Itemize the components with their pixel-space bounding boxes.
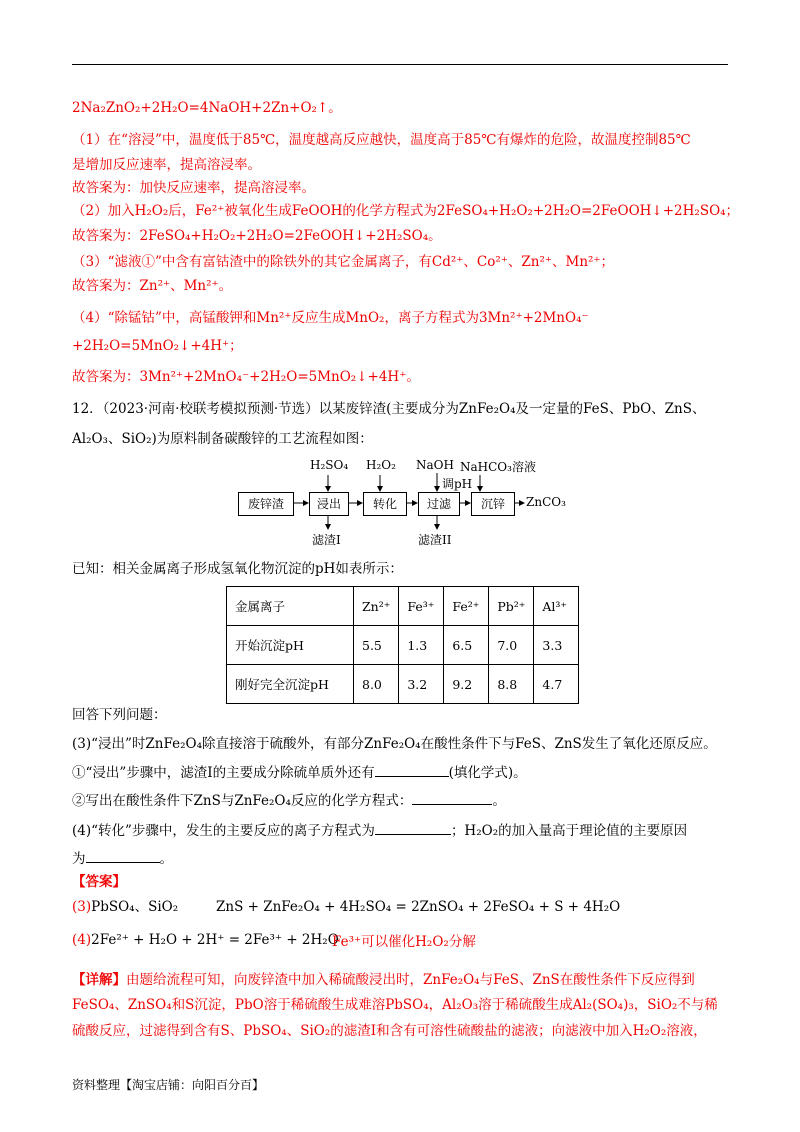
table-cell: Fe²⁺	[444, 587, 489, 626]
text-line	[72, 848, 173, 869]
flow-box-precipitate: 沉锌	[471, 492, 515, 516]
answer-line	[72, 897, 178, 917]
text-line: （1）在“溶浸”中，温度低于85℃，温度越高反应越快，温度高于85℃有爆炸的危险，故温度控制85℃	[72, 132, 691, 148]
table-cell: 8.0	[354, 665, 399, 704]
table-cell: Zn²⁺	[354, 587, 399, 626]
text-span: ①“浸出”步骤中，滤渣I的主要成分除硫单质外还有	[72, 765, 375, 781]
table-row	[227, 665, 579, 704]
table-cell: 4.7	[534, 665, 579, 704]
text-line: 是增加反应速率，提高溶浸率。	[72, 157, 261, 173]
text-span: (填化学式)。	[448, 765, 527, 781]
answer-blank[interactable]	[86, 848, 160, 863]
table-cell: 8.8	[489, 665, 534, 704]
text-line: +2H₂O=5MnO₂↓+4H⁺；	[72, 338, 243, 354]
text-span: (4)“转化”步骤中，发生的主要反应的离子方程式为	[72, 823, 375, 839]
table-cell: 1.3	[399, 626, 444, 665]
table-cell: 金属离子	[227, 587, 354, 626]
text-span: ；H₂O₂的加入量高于理论值的主要原因	[450, 823, 688, 839]
text-line: 故答案为：3Mn²⁺+2MnO₄⁻+2H₂O=5MnO₂↓+4H⁺。	[72, 369, 420, 385]
text-span: 为	[72, 851, 86, 867]
flow-box-convert: 转化	[363, 492, 407, 516]
text-line: 已知：相关金属离子形成氢氧化物沉淀的pH如表所示：	[72, 561, 403, 577]
text-line: （4）“除锰钴”中，高锰酸钾和Mn²⁺反应生成MnO₂，离子方程式为3Mn²⁺+2MnO₄⁻	[72, 310, 589, 326]
detail-line	[72, 970, 695, 990]
text-span: 。	[492, 793, 506, 809]
text-line: (3)“浸出”时ZnFe₂O₄除直接溶于硫酸外，有部分ZnFe₂O₄在酸性条件下与FeS、ZnS发生了氧化还原反应。	[72, 736, 717, 752]
flow-adjust-ph: 调pH	[442, 477, 473, 491]
flow-reagent: H₂SO₄	[310, 458, 349, 472]
table-cell: 5.5	[354, 626, 399, 665]
flow-residue: 滤渣I	[312, 533, 341, 547]
table-row	[227, 626, 579, 665]
text-line: 2Na₂ZnO₂+2H₂O=4NaOH+2Zn+O₂↑。	[72, 100, 342, 116]
text-line	[72, 762, 527, 783]
flow-reagent: NaOH	[416, 458, 454, 472]
text-span: 由题给流程可知，向废锌渣中加入稀硫酸浸出时，ZnFe₂O₄与FeS、ZnS在酸性条件下反应得到	[126, 972, 695, 988]
text-span: 。	[159, 851, 173, 867]
text-line	[72, 820, 687, 841]
table-cell: 3.2	[399, 665, 444, 704]
flow-residue: 滤渣II	[418, 533, 452, 547]
table-cell: Al³⁺	[534, 587, 579, 626]
detail-heading: 【详解】	[72, 972, 126, 988]
flow-reagent: NaHCO₃溶液	[460, 460, 536, 474]
detail-line: FeSO₄、ZnSO₄和S沉淀，PbO溶于稀硫酸生成难溶PbSO₄，Al₂O₃溶于稀硫酸生成Al₂(SO₄)₃，SiO₂不与稀	[72, 997, 718, 1013]
text-span: ②写出在酸性条件下ZnS与ZnFe₂O₄反应的化学方程式：	[72, 793, 413, 809]
text-line: （3）“滤液①”中含有富钴渣中的除铁外的其它金属离子，有Cd²⁺、Co²⁺、Zn²⁺、Mn²⁺；	[72, 254, 615, 270]
table-cell: 开始沉淀pH	[227, 626, 354, 665]
text-span: (3)	[72, 899, 92, 915]
answer-note: Fe³⁺可以催化H₂O₂分解	[332, 934, 476, 950]
table-cell: 3.3	[534, 626, 579, 665]
answer-equation: ZnS + ZnFe₂O₄ + 4H₂SO₄ = 2ZnSO₄ + 2FeSO₄ + S + 4H₂O	[216, 899, 621, 915]
text-line: 故答案为：2FeSO₄+H₂O₂+2H₂O=2FeOOH↓+2H₂SO₄。	[72, 228, 442, 244]
table-cell: 刚好完全沉淀pH	[227, 665, 354, 704]
text-span: 2Fe²⁺ + H₂O + 2H⁺ = 2Fe³⁺ + 2H₂O	[91, 932, 339, 948]
text-line: （2）加入H₂O₂后，Fe²⁺被氧化生成FeOOH的化学方程式为2FeSO₄+H₂O₂+2H₂O=2FeOOH↓+2H₂SO₄；	[72, 203, 740, 219]
answer-heading: 【答案】	[72, 874, 126, 890]
flow-box-leach: 浸出	[309, 492, 349, 516]
table-header-row	[227, 587, 579, 626]
process-flow-diagram	[230, 455, 590, 555]
text-line: Al₂O₃、SiO₂)为原料制备碳酸锌的工艺流程如图：	[72, 431, 373, 447]
answer-blank[interactable]	[412, 790, 492, 805]
page-footer: 资料整理【淘宝店铺：向阳百分百】	[72, 1078, 265, 1092]
answer-line	[72, 930, 339, 950]
answer-blank[interactable]	[375, 820, 451, 835]
table-cell: 9.2	[444, 665, 489, 704]
flow-reagent: H₂O₂	[366, 458, 396, 472]
question-title: 12．（2023·河南·校联考模拟预测·节选）以某废锌渣(主要成分为ZnFe₂O₄及一定量的FeS、PbO、ZnS、	[72, 401, 706, 417]
header-rule	[72, 64, 728, 65]
text-line: 故答案为：Zn²⁺、Mn²⁺。	[72, 278, 233, 294]
table-cell: 6.5	[444, 626, 489, 665]
text-line: 故答案为：加快反应速率，提高溶浸率。	[72, 180, 315, 196]
ph-table	[226, 586, 579, 704]
text-span: (4)	[72, 932, 92, 948]
answer-blank[interactable]	[375, 762, 449, 777]
flow-product: ZnCO₃	[526, 495, 566, 509]
flow-box-filter: 过滤	[418, 492, 460, 516]
text-span: PbSO₄、SiO₂	[91, 899, 179, 915]
table-cell: Pb²⁺	[489, 587, 534, 626]
flow-box-feedstock: 废锌渣	[238, 492, 294, 516]
detail-line: 硫酸反应，过滤得到含有S、PbSO₄、SiO₂的滤渣Ⅰ和含有可溶性硫酸盐的滤液；向滤液中加入H₂O₂溶液，	[72, 1023, 707, 1039]
table-cell: Fe³⁺	[399, 587, 444, 626]
table-cell: 7.0	[489, 626, 534, 665]
text-line: 回答下列问题：	[72, 707, 167, 723]
text-line	[72, 790, 506, 811]
